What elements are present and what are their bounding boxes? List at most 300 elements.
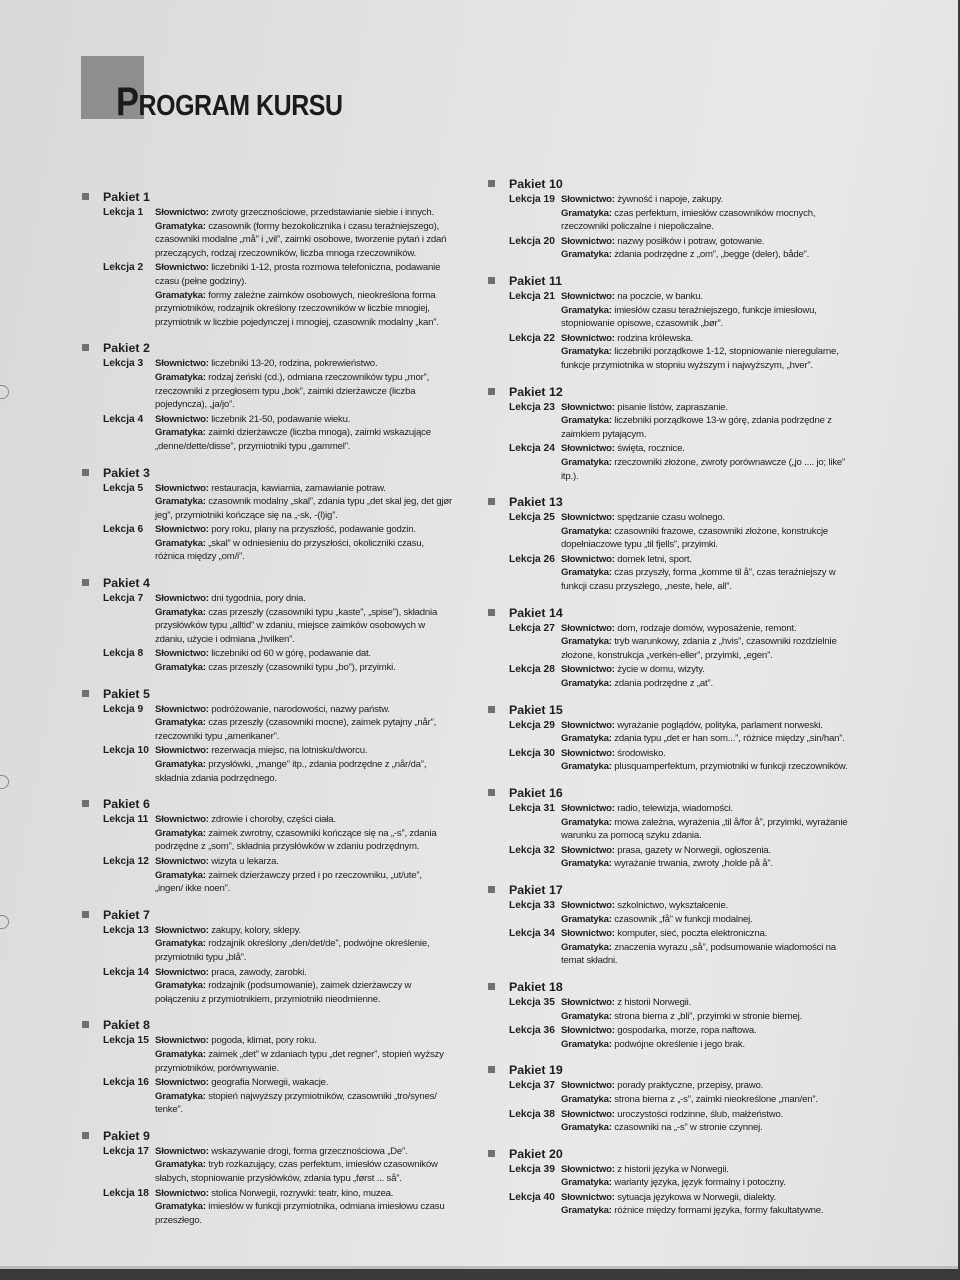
lesson-row xyxy=(488,1163,858,1190)
entry-text: imiesłów czasu teraźniejszego, funkcje imiesłowu, stopniowanie opisowe, czasownik „bør”. xyxy=(561,304,817,330)
entry-text: domek letni, sport. xyxy=(617,553,692,565)
lesson-content xyxy=(561,719,858,746)
lesson-entry xyxy=(561,401,858,415)
package-heading xyxy=(82,190,452,205)
package-heading xyxy=(488,1147,858,1162)
lesson-entry xyxy=(561,760,858,774)
package-title: Pakiet 4 xyxy=(103,576,150,591)
entry-text: czasownik modalny „skal”, zdania typu „det skal jeg, det gjør jeg”, przymiotniki kończące się na „-sk, -(l)ig”. xyxy=(155,496,453,521)
entry-kind: Słownictwo: xyxy=(155,648,209,660)
entry-text: radio, telewizja, wiadomości. xyxy=(617,803,734,814)
lesson-label: Lekcja 4 xyxy=(103,413,144,425)
lesson-content xyxy=(561,844,858,871)
lesson-content xyxy=(155,924,452,965)
lesson-row xyxy=(82,261,452,329)
entry-text: znaczenia wyrazu „så”, podsumowanie wiadomości na temat składni. xyxy=(561,941,836,967)
entry-kind: Słownictwo: xyxy=(561,1080,615,1092)
lesson-row xyxy=(488,747,858,774)
entry-kind: Gramatyka: xyxy=(561,678,612,690)
lesson-label: Lekcja 7 xyxy=(103,593,144,605)
square-bullet-icon xyxy=(82,800,89,807)
lesson-row xyxy=(488,1024,858,1051)
entry-text: liczebniki 1-12, prosta rozmowa telefoniczna, podawanie czasu (pełne godziny). xyxy=(155,262,441,287)
entry-kind: Gramatyka: xyxy=(155,1159,206,1171)
lesson-content xyxy=(561,290,858,331)
lesson-entry xyxy=(155,1090,452,1117)
lesson-row xyxy=(488,622,858,663)
entry-kind: Słownictwo: xyxy=(155,413,209,425)
entry-kind: Gramatyka: xyxy=(561,456,612,468)
entry-kind: Słownictwo: xyxy=(155,593,209,605)
lesson-row xyxy=(488,899,858,926)
lesson-row xyxy=(488,290,858,331)
lesson-row xyxy=(488,719,858,746)
square-bullet-icon xyxy=(82,911,89,918)
left-column xyxy=(82,190,452,1239)
course-package xyxy=(488,786,858,871)
entry-kind: Słownictwo: xyxy=(155,358,209,370)
entry-kind: Gramatyka: xyxy=(561,346,612,358)
entry-kind: Słownictwo: xyxy=(561,844,615,856)
entry-kind: Słownictwo: xyxy=(155,1035,209,1047)
lesson-row xyxy=(82,1187,452,1228)
entry-text: liczebniki porządkowe 1-12, stopniowanie nieregularne, funkcje przymiotnika w stopniu wyższym i najwyższym, „hver”. xyxy=(561,346,839,371)
entry-text: żywność i napoje, zakupy. xyxy=(617,194,723,205)
package-heading xyxy=(488,274,858,289)
lesson-entry xyxy=(155,813,452,827)
lesson-entry xyxy=(155,537,452,564)
lesson-label: Lekcja 5 xyxy=(103,482,144,494)
entry-kind: Gramatyka: xyxy=(155,980,206,992)
square-bullet-icon xyxy=(82,1132,89,1139)
lesson-entry xyxy=(155,1034,452,1048)
lesson-content xyxy=(155,206,452,260)
right-column xyxy=(488,177,858,1230)
entry-kind: Słownictwo: xyxy=(561,996,615,1008)
lesson-entry xyxy=(561,345,858,372)
course-package xyxy=(488,703,858,774)
lesson-label: Lekcja 34 xyxy=(509,928,555,940)
entry-text: czasowniki na „-s” w stronie czynnej. xyxy=(614,1122,763,1134)
lesson-entry xyxy=(561,663,858,677)
square-bullet-icon xyxy=(488,789,495,796)
package-heading xyxy=(488,703,858,718)
lesson-entry xyxy=(561,816,858,843)
lesson-entry xyxy=(561,1204,858,1218)
entry-kind: Gramatyka: xyxy=(561,636,612,648)
package-heading xyxy=(82,797,452,812)
lesson-content xyxy=(561,927,858,968)
entry-kind: Gramatyka: xyxy=(561,941,612,953)
lesson-entry xyxy=(561,635,858,662)
entry-text: rodzaj żeński (cd.), odmiana rzeczowników typu „mor”, rzeczowniki z przegłosem typu „bok”, zaimki dzierżawcze (liczba pojedyncza), „ja/jo”. xyxy=(155,371,430,411)
course-package xyxy=(82,1018,452,1117)
entry-text: czas perfektum, imiesłów czasowników mocnych, rzeczowniki policzalne i niepoliczalne. xyxy=(561,207,816,233)
lesson-label: Lekcja 16 xyxy=(103,1077,149,1089)
lesson-row xyxy=(82,966,452,1007)
lesson-entry xyxy=(561,193,858,207)
entry-kind: Słownictwo: xyxy=(561,553,615,565)
lesson-entry xyxy=(155,426,452,453)
package-title: Pakiet 2 xyxy=(103,341,150,356)
lesson-row xyxy=(82,482,452,523)
package-title: Pakiet 18 xyxy=(509,979,563,994)
entry-text: mowa zależna, wyrażenia „til å/for å”, przyimki, wyrażanie warunku za pomocą szyku zdania. xyxy=(561,816,848,842)
lesson-label: Lekcja 17 xyxy=(103,1145,149,1157)
lesson-label: Lekcja 31 xyxy=(509,803,555,814)
entry-kind: Gramatyka: xyxy=(155,427,206,439)
package-heading xyxy=(82,1018,452,1033)
entry-text: zdrowie i choroby, części ciała. xyxy=(211,814,336,826)
lesson-label: Lekcja 40 xyxy=(509,1191,555,1203)
entry-text: zaimek dzierżawczy przed i po rzeczowniku, „ut/ute”, „ingen/ ikke noen”. xyxy=(155,869,422,895)
entry-kind: Gramatyka: xyxy=(155,1090,206,1102)
entry-kind: Słownictwo: xyxy=(561,401,615,413)
lesson-label: Lekcja 30 xyxy=(509,747,555,759)
entry-text: rezerwacja miejsc, na lotnisku/dworcu. xyxy=(211,745,368,757)
lesson-content xyxy=(561,663,858,690)
lesson-label: Lekcja 2 xyxy=(103,262,144,274)
lesson-entry xyxy=(561,1191,858,1205)
square-bullet-icon xyxy=(82,344,89,351)
entry-text: stopień najwyższy przymiotników, czasowniki „tro/synes/ tenke”. xyxy=(155,1090,437,1116)
entry-text: strona bierna z „bli”, przyimki w stronie biernej. xyxy=(614,1010,803,1022)
entry-text: spędzanie czasu wolnego. xyxy=(617,512,725,524)
lesson-content xyxy=(561,193,858,234)
square-bullet-icon xyxy=(488,277,495,284)
entry-kind: Słownictwo: xyxy=(155,924,209,936)
lesson-content xyxy=(561,1191,858,1218)
lesson-entry xyxy=(561,747,858,761)
entry-text: środowisko. xyxy=(617,747,666,759)
entry-kind: Słownictwo: xyxy=(561,747,615,759)
lesson-row xyxy=(488,927,858,968)
square-bullet-icon xyxy=(488,498,495,505)
lesson-content xyxy=(561,511,858,552)
lesson-label: Lekcja 26 xyxy=(509,553,555,565)
lesson-label: Lekcja 14 xyxy=(103,966,149,978)
lesson-entry xyxy=(155,855,452,869)
square-bullet-icon xyxy=(488,1066,495,1073)
lesson-content xyxy=(155,647,452,674)
entry-text: pory roku, plany na przyszłość, podawanie godzin. xyxy=(211,524,416,536)
lesson-row xyxy=(488,511,858,552)
package-title: Pakiet 6 xyxy=(103,797,150,812)
lesson-entry xyxy=(155,937,452,964)
lesson-entry xyxy=(561,732,858,746)
lesson-row xyxy=(488,996,858,1023)
package-title: Pakiet 17 xyxy=(509,882,563,897)
lesson-label: Lekcja 22 xyxy=(509,332,555,344)
package-title: Pakiet 1 xyxy=(103,190,150,204)
lesson-row xyxy=(82,647,452,674)
package-heading xyxy=(82,908,452,923)
entry-kind: Słownictwo: xyxy=(155,814,209,826)
lesson-entry xyxy=(155,966,452,980)
package-title: Pakiet 20 xyxy=(509,1146,563,1161)
square-bullet-icon xyxy=(82,193,89,200)
entry-kind: Gramatyka: xyxy=(561,304,612,316)
square-bullet-icon xyxy=(488,609,495,616)
lesson-content xyxy=(155,813,452,854)
entry-text: czasowniki frazowe, czasowniki złożone, konstrukcje dopełniaczowe typu „til fjells”, przyimki. xyxy=(561,525,829,551)
lesson-content xyxy=(561,235,858,262)
entry-kind: Gramatyka: xyxy=(561,1205,612,1217)
lesson-content xyxy=(561,1163,858,1190)
entry-kind: Gramatyka: xyxy=(155,606,206,618)
lesson-entry xyxy=(155,413,452,427)
entry-kind: Gramatyka: xyxy=(561,525,612,537)
entry-kind: Gramatyka: xyxy=(561,1093,612,1105)
entry-kind: Słownictwo: xyxy=(155,1187,209,1199)
lesson-entry xyxy=(155,1200,452,1227)
entry-kind: Słownictwo: xyxy=(561,235,615,247)
package-title: Pakiet 11 xyxy=(509,273,563,288)
lesson-entry xyxy=(155,827,452,854)
lesson-row xyxy=(488,553,858,594)
entry-text: życie w domu, wizyty. xyxy=(617,664,705,676)
entry-text: święta, rocznice. xyxy=(617,443,685,455)
lesson-entry xyxy=(155,744,452,758)
entry-text: wyrażanie poglądów, polityka, parlament norweski. xyxy=(617,719,823,731)
lesson-content xyxy=(155,855,452,896)
entry-text: rodzajnik (podsumowanie), zaimek dzierżawczy w połączeniu z przymiotnikiem, przymiotniki nieodmienne. xyxy=(155,980,412,1005)
lesson-entry xyxy=(155,357,452,371)
entry-kind: Słownictwo: xyxy=(561,719,615,731)
lesson-row xyxy=(82,703,452,744)
lesson-content xyxy=(561,622,858,663)
lesson-label: Lekcja 23 xyxy=(509,401,555,413)
binder-hole xyxy=(0,385,9,399)
package-title: Pakiet 14 xyxy=(509,605,563,620)
lesson-content xyxy=(561,747,858,774)
lesson-entry xyxy=(155,606,452,647)
entry-text: wskazywanie drogi, forma grzecznościowa „De”. xyxy=(211,1145,408,1157)
lesson-entry xyxy=(561,857,858,871)
entry-text: szkolnictwo, wykształcenie. xyxy=(617,899,729,911)
package-title: Pakiet 10 xyxy=(509,177,563,191)
entry-kind: Gramatyka: xyxy=(561,1010,612,1022)
entry-kind: Słownictwo: xyxy=(561,622,615,634)
entry-kind: Gramatyka: xyxy=(561,1038,612,1050)
package-heading xyxy=(488,980,858,995)
lesson-entry xyxy=(561,941,858,968)
course-package xyxy=(82,687,452,786)
entry-text: czas przeszły (czasowniki typu „kaste”, „spise”), składnia przysłówków typu „alltid” w zdaniu, miejsce zaimków osobowych w zdaniu, użycie i odmiana „hvilken”. xyxy=(155,606,438,645)
entry-kind: Gramatyka: xyxy=(561,733,612,745)
entry-text: na poczcie, w banku. xyxy=(617,290,703,302)
entry-text: dni tygodnia, pory dnia. xyxy=(211,593,306,605)
lesson-content xyxy=(561,401,858,442)
entry-text: formy zależne zaimków osobowych, nieokreślona forma przymiotników, rodzajnik określony rzeczowników w liczbie mnogiej, przymiotnik w liczbie pojedynczej i mnogiej, czasownik modalny „kan”. xyxy=(155,289,439,328)
lesson-entry xyxy=(561,553,858,567)
entry-kind: Słownictwo: xyxy=(561,194,615,205)
lesson-row xyxy=(488,1108,858,1135)
entry-kind: Gramatyka: xyxy=(155,938,206,950)
package-heading xyxy=(488,385,858,400)
lesson-content xyxy=(561,332,858,373)
lesson-entry xyxy=(155,1187,452,1201)
lesson-label: Lekcja 9 xyxy=(103,703,144,715)
title-rest: ROGRAM KURSU xyxy=(138,90,343,122)
course-package xyxy=(488,980,858,1051)
package-heading xyxy=(488,883,858,898)
entry-kind: Gramatyka: xyxy=(561,761,612,773)
entry-text: przysłówki, „mange” itp., zdania podrzędne z „når/da”, składnia zdania podrzędnego. xyxy=(155,759,427,784)
lesson-entry xyxy=(155,206,452,220)
course-package xyxy=(488,495,858,594)
lesson-entry xyxy=(561,1024,858,1038)
lesson-entry xyxy=(155,716,452,743)
entry-text: zaimki dzierżawcze (liczba mnoga), zaimki wskazujące „denne/dette/disse”, przymiotniki typu „gammel”. xyxy=(155,427,431,452)
lesson-label: Lekcja 24 xyxy=(509,443,555,455)
lesson-entry xyxy=(561,1108,858,1122)
entry-kind: Słownictwo: xyxy=(561,803,615,814)
package-title: Pakiet 12 xyxy=(509,384,563,399)
entry-text: tryb warunkowy, zdania z „hvis”, czasowniki rozdzielnie złożone, konstrukcja „verken-eller”, przyimki, „egen”. xyxy=(561,636,837,661)
entry-text: różnice między formami języka, formy fakultatywne. xyxy=(614,1205,824,1217)
lesson-entry xyxy=(561,414,858,441)
entry-kind: Gramatyka: xyxy=(155,1048,206,1060)
entry-text: prasa, gazety w Norwegii, ogłoszenia. xyxy=(617,844,771,856)
lesson-content xyxy=(155,357,452,411)
lesson-entry xyxy=(155,371,452,412)
lesson-content xyxy=(561,1108,858,1135)
entry-text: zdania typu „det er han som...”, różnice między „sin/han”. xyxy=(614,733,845,745)
course-package xyxy=(82,466,452,565)
lesson-content xyxy=(561,802,858,843)
lesson-entry xyxy=(155,482,452,496)
entry-kind: Gramatyka: xyxy=(155,869,206,881)
lesson-label: Lekcja 39 xyxy=(509,1163,555,1175)
entry-kind: Słownictwo: xyxy=(561,899,615,911)
lesson-label: Lekcja 29 xyxy=(509,719,555,731)
entry-text: porady praktyczne, przepisy, prawo. xyxy=(617,1080,764,1092)
entry-text: warianty języka, język formalny i potoczny. xyxy=(614,1177,786,1189)
package-heading xyxy=(488,606,858,621)
lesson-entry xyxy=(561,456,858,483)
lesson-entry xyxy=(561,844,858,858)
lesson-label: Lekcja 32 xyxy=(509,844,555,856)
lesson-entry xyxy=(155,661,452,675)
lesson-content xyxy=(561,553,858,594)
lesson-content xyxy=(561,1079,858,1106)
entry-text: rzeczowniki złożone, zwroty porównawcze („jo .... jo; like” itp.). xyxy=(561,456,846,482)
entry-kind: Gramatyka: xyxy=(561,415,612,427)
lesson-label: Lekcja 20 xyxy=(509,235,555,247)
entry-kind: Gramatyka: xyxy=(561,858,612,870)
lesson-entry xyxy=(561,207,858,234)
lesson-row xyxy=(82,357,452,411)
entry-kind: Słownictwo: xyxy=(561,290,615,302)
lesson-row xyxy=(488,442,858,483)
entry-text: pisanie listów, zapraszanie. xyxy=(617,401,728,413)
entry-text: wyrażanie trwania, zwroty „holde på å”. xyxy=(614,858,773,870)
entry-text: czasownik „få” w funkcji modalnej. xyxy=(614,913,753,925)
lesson-entry xyxy=(155,592,452,606)
entry-text: praca, zawody, zarobki. xyxy=(211,966,307,978)
entry-kind: Słownictwo: xyxy=(155,207,209,218)
lesson-content xyxy=(561,442,858,483)
entry-text: geografia Norwegii, wakacje. xyxy=(211,1077,329,1089)
entry-kind: Gramatyka: xyxy=(155,220,206,232)
entry-kind: Gramatyka: xyxy=(561,249,612,261)
entry-text: czas przeszły (czasowniki mocne), zaimek pytajny „når”, rzeczowniki typu „amerikaner”. xyxy=(155,717,437,742)
lesson-row xyxy=(82,813,452,854)
entry-kind: Gramatyka: xyxy=(155,717,206,729)
lesson-entry xyxy=(561,996,858,1010)
entry-kind: Słownictwo: xyxy=(155,966,209,978)
lesson-row xyxy=(488,401,858,442)
entry-kind: Gramatyka: xyxy=(155,662,206,674)
course-package xyxy=(488,606,858,691)
lesson-entry xyxy=(561,442,858,456)
entry-kind: Gramatyka: xyxy=(155,496,206,508)
lesson-entry xyxy=(155,1076,452,1090)
entry-text: pogoda, klimat, pory roku. xyxy=(211,1035,317,1047)
lesson-row xyxy=(488,1079,858,1106)
lesson-content xyxy=(155,592,452,646)
entry-kind: Słownictwo: xyxy=(155,745,209,757)
entry-text: zwroty grzecznościowe, przedstawianie siebie i innych. xyxy=(211,207,434,218)
entry-kind: Gramatyka: xyxy=(561,816,612,828)
entry-text: gospodarka, morze, ropa naftowa. xyxy=(617,1025,757,1037)
lesson-content xyxy=(155,523,452,564)
entry-kind: Słownictwo: xyxy=(561,443,615,455)
course-package xyxy=(82,1129,452,1228)
lesson-row xyxy=(488,663,858,690)
lesson-content xyxy=(155,703,452,744)
square-bullet-icon xyxy=(488,706,495,713)
lesson-entry xyxy=(155,1048,452,1075)
lesson-entry xyxy=(561,304,858,331)
lesson-label: Lekcja 6 xyxy=(103,524,144,536)
entry-kind: Słownictwo: xyxy=(561,1191,615,1203)
lesson-content xyxy=(155,1187,452,1228)
lesson-entry xyxy=(155,647,452,661)
course-package xyxy=(82,908,452,1007)
entry-kind: Słownictwo: xyxy=(561,1163,615,1175)
lesson-content xyxy=(561,1024,858,1051)
lesson-entry xyxy=(561,1010,858,1024)
lesson-row xyxy=(488,235,858,262)
lesson-content xyxy=(155,1034,452,1075)
entry-text: podróżowanie, narodowości, nazwy państw. xyxy=(211,703,390,715)
course-package xyxy=(488,177,858,262)
square-bullet-icon xyxy=(82,1021,89,1028)
entry-text: stolica Norwegii, rozrywki: teatr, kino, muzea. xyxy=(211,1187,394,1199)
lesson-content xyxy=(561,996,858,1023)
entry-text: z historii języka w Norwegii. xyxy=(617,1163,729,1175)
entry-text: plusquamperfektum, przymiotniki w funkcji rzeczowników. xyxy=(614,761,848,773)
lesson-label: Lekcja 8 xyxy=(103,648,144,660)
square-bullet-icon xyxy=(82,579,89,586)
lesson-row xyxy=(488,802,858,843)
lesson-entry xyxy=(561,802,858,816)
lesson-content xyxy=(155,1145,452,1186)
entry-text: zaimek zwrotny, czasowniki kończące się na „-s”, zdania podrzędne z „som”, składnia przysłówków w zdaniu podrzędnym. xyxy=(155,827,437,853)
entry-text: komputer, sieć, poczta elektroniczna. xyxy=(617,928,768,940)
lesson-entry xyxy=(561,913,858,927)
lesson-entry xyxy=(561,1079,858,1093)
entry-kind: Słownictwo: xyxy=(155,703,209,715)
entry-kind: Gramatyka: xyxy=(561,1177,612,1189)
lesson-entry xyxy=(155,220,452,261)
package-title: Pakiet 3 xyxy=(103,465,150,480)
lesson-row xyxy=(82,855,452,896)
entry-text: liczebniki od 60 w górę, podawanie dat. xyxy=(211,648,371,660)
lesson-entry xyxy=(561,1093,858,1107)
